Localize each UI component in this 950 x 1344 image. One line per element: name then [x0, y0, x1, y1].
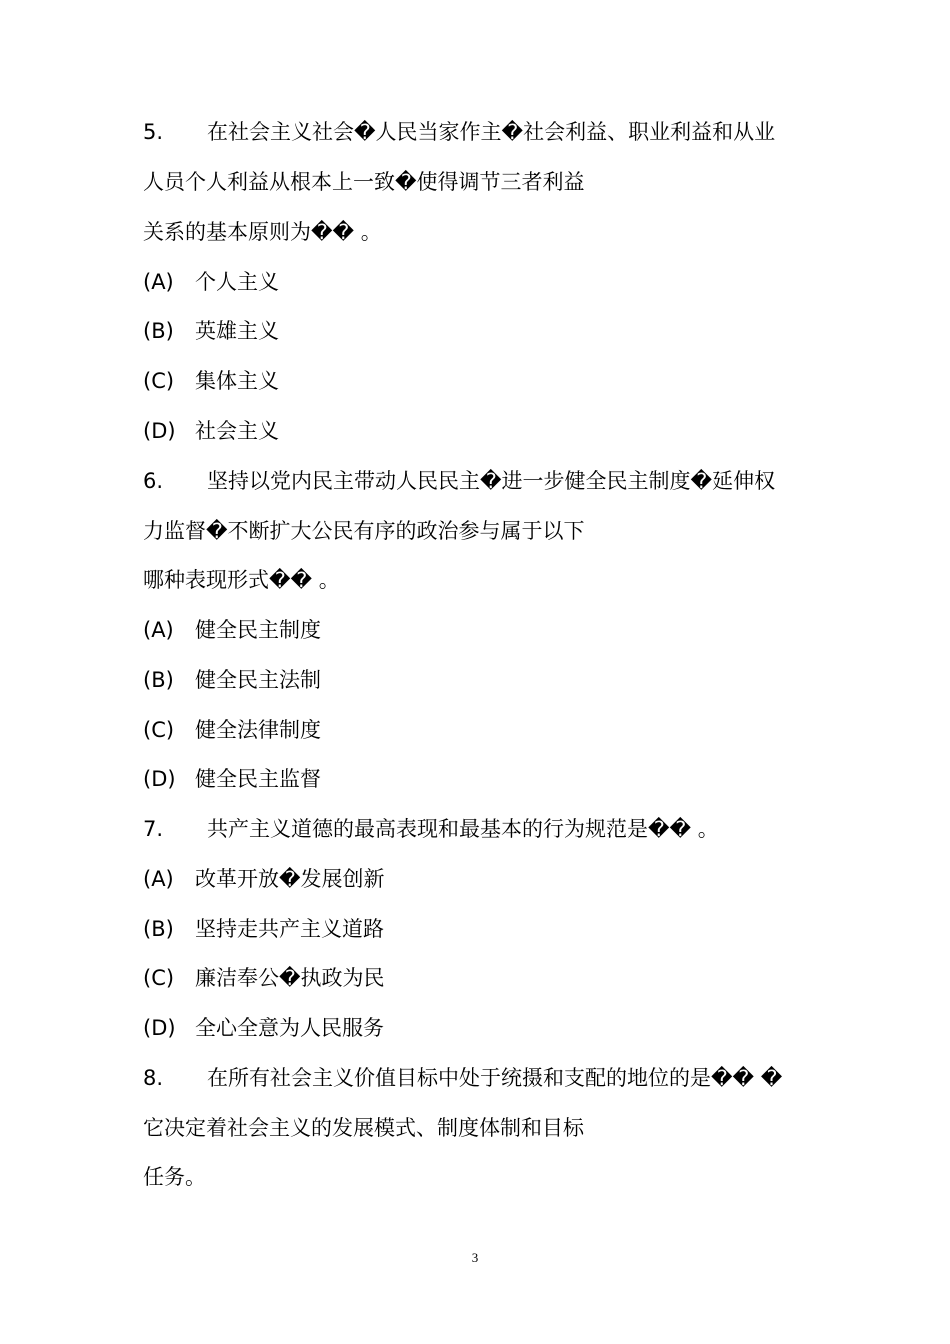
question-7-option-d [143, 1013, 384, 1043]
option-letter: (C) [143, 369, 175, 393]
question-number: 7. [143, 817, 164, 841]
question-7-option-b [143, 914, 384, 944]
option-letter: (D) [143, 767, 176, 791]
question-text: 在所有社会主义价值目标中处于统摄和支配的地位的是�� � [207, 1066, 783, 1090]
option-letter: (C) [143, 966, 175, 990]
question-number: 8. [143, 1066, 164, 1090]
question-6-option-b [143, 665, 321, 695]
option-text: 健全民主制度 [195, 618, 321, 642]
option-letter: (B) [143, 917, 174, 941]
question-8-line-2: 它决定着社会主义的发展模式、制度体制和目标 [143, 1116, 584, 1140]
question-number: 6. [143, 469, 164, 493]
question-text: 共产主义道德的最高表现和最基本的行为规范是�� 。 [207, 817, 719, 841]
question-5-line-3: 关系的基本原则为�� 。 [143, 220, 382, 244]
question-8-line-1 [143, 1063, 782, 1093]
option-text: 改革开放�发展创新 [195, 867, 385, 891]
question-6-line-3: 哪种表现形式�� 。 [143, 568, 340, 592]
question-5-option-d [143, 416, 279, 446]
option-letter: (B) [143, 319, 174, 343]
option-text: 社会主义 [195, 419, 279, 443]
option-letter: (A) [143, 867, 174, 891]
question-6-option-c [143, 715, 321, 745]
option-text: 坚持走共产主义道路 [195, 917, 384, 941]
option-letter: (C) [143, 718, 175, 742]
page-number: 3 [471, 1250, 479, 1265]
question-6-option-d [143, 764, 321, 794]
option-text: 个人主义 [195, 270, 279, 294]
option-letter: (A) [143, 270, 174, 294]
question-5-line-2: 人员个人利益从根本上一致�使得调节三者利益 [143, 170, 585, 194]
question-text: 在社会主义社会�人民当家作主�社会利益、职业利益和从业 [207, 120, 776, 144]
option-text: 全心全意为人民服务 [195, 1016, 384, 1040]
question-number: 5. [143, 120, 164, 144]
option-text: 集体主义 [195, 369, 279, 393]
option-text: 健全法律制度 [195, 718, 321, 742]
option-letter: (B) [143, 668, 174, 692]
option-text: 健全民主法制 [195, 668, 321, 692]
option-letter: (A) [143, 618, 174, 642]
question-7-option-a [143, 864, 385, 894]
question-5-option-c [143, 366, 279, 396]
question-6-option-a [143, 615, 321, 645]
option-letter: (D) [143, 1016, 176, 1040]
option-letter: (D) [143, 419, 176, 443]
question-5-option-b [143, 316, 279, 346]
question-5-line-1 [143, 117, 775, 147]
question-text: 坚持以党内民主带动人民民主�进一步健全民主制度�延伸权 [207, 469, 776, 493]
question-6-line-2: 力监督�不断扩大公民有序的政治参与属于以下 [143, 519, 585, 543]
question-6-line-1 [143, 466, 775, 496]
question-7-option-c [143, 963, 385, 993]
option-text: 健全民主监督 [195, 767, 321, 791]
option-text: 英雄主义 [195, 319, 279, 343]
question-7-line-1 [143, 814, 719, 844]
question-8-line-3: 任务。 [143, 1165, 206, 1189]
option-text: 廉洁奉公�执政为民 [195, 966, 385, 990]
question-5-option-a [143, 267, 279, 297]
